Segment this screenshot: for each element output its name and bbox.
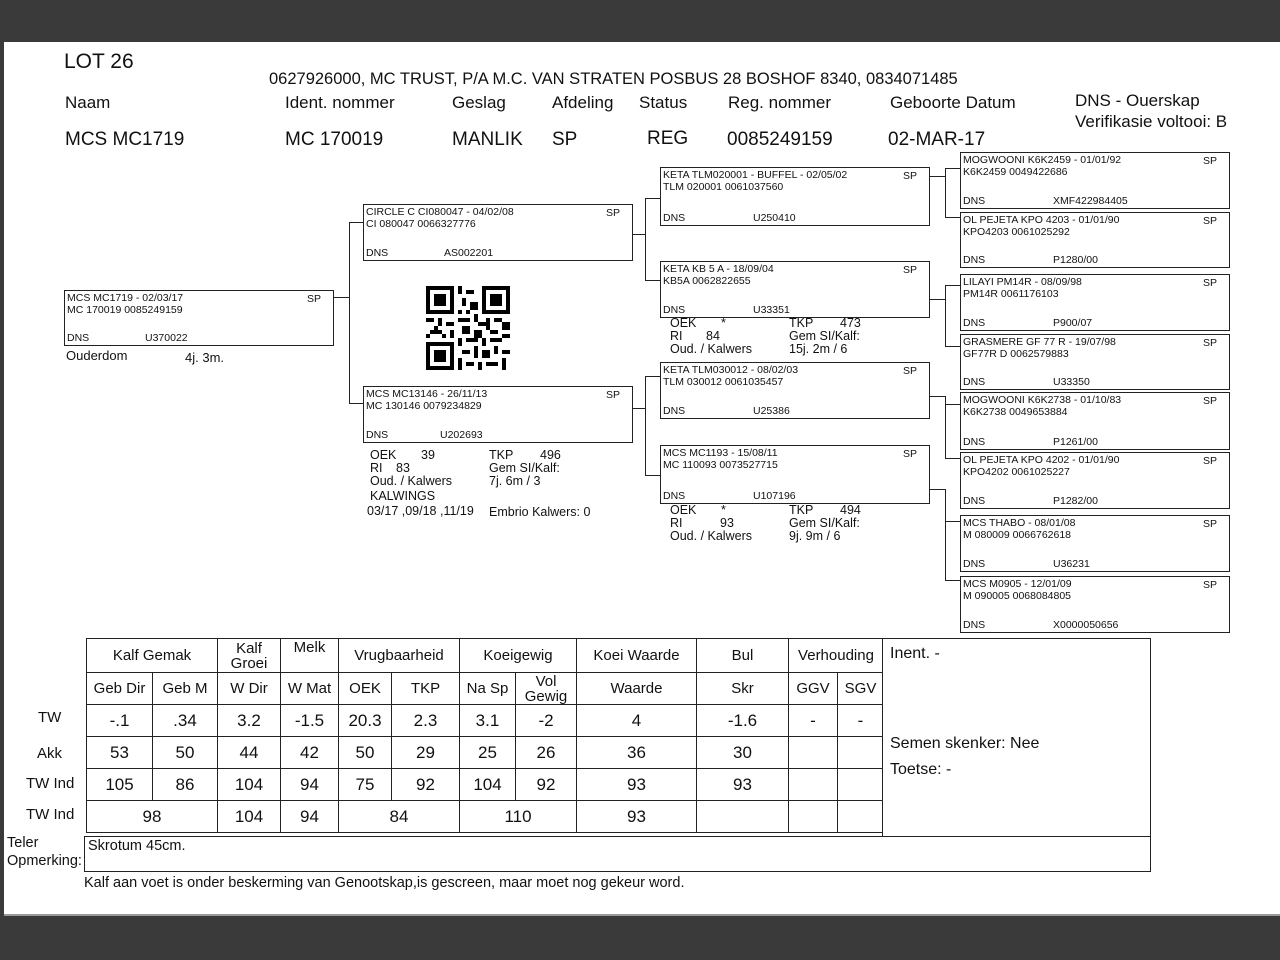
dam-tkp-value: 496 [540,448,561,462]
animal-status: REG [647,128,689,149]
table-cell: 93 [577,801,697,833]
animal-geslag: MANLIK [452,129,523,150]
table-row-twind [87,769,884,801]
teler-label: Teler Opmerking: [7,835,82,869]
header-geboorte: Geboorte Datum [890,93,1016,112]
pedigree-box-self: MCS MC1719 - 02/03/17 MC 170019 0085249159 SP DNS U370022 [64,290,334,346]
table-cell: -.1 [87,705,153,737]
dd-tkp-label: TKP [789,503,814,517]
table-cell: 93 [697,769,789,801]
dam-embrio: Embrio Kalwers: 0 [489,505,591,519]
table-cell: 20.3 [339,705,392,737]
dam-gem-label: Gem SI/Kalf: [489,461,560,475]
dam-oek-label: OEK [370,448,397,462]
pedigree-box-sire: CIRCLE C CI080047 - 04/02/08 CI 080047 0066327776 SP DNS AS002201 [363,204,633,261]
header-ident: Ident. nommer [285,93,395,112]
group-koeigewig: Koeigewig [460,639,577,673]
table-cell: 93 [577,769,697,801]
table-cell: 75 [339,769,392,801]
table-cell: 36 [577,737,697,769]
group-bul: Bul [697,639,789,673]
table-cell: 104 [218,769,281,801]
lot-number: LOT 26 [64,50,134,73]
owner-line: 0627926000, MC TRUST, P/A M.C. VAN STRATEN POSBUS 28 BOSHOF 8340, 0834071485 [269,70,958,88]
table-cell: 50 [153,737,218,769]
dd-oek-value: * [721,503,726,517]
table-cell: 92 [516,769,577,801]
dam-tkp-label: TKP [489,448,514,462]
table-row [87,673,884,705]
sd-oek-label: OEK [670,316,697,330]
group-verhouding: Verhouding [789,639,884,673]
dd-gem-label: Gem SI/Kalf: [789,516,860,530]
sub-header: Waarde [577,673,697,705]
table-cell: 50 [339,737,392,769]
pedigree-box-gg1: MOGWOONI K6K2459 - 01/01/92 K6K2459 0049422686 SP DNS XMF422984405 [960,152,1230,209]
sd-tkp-value: 473 [840,316,861,330]
toetse-text: Toetse: - [890,761,952,778]
table-cell [789,737,838,769]
sub-header: Geb Dir [87,673,153,705]
sd-oud-label: Oud. / Kalwers [670,342,752,356]
animal-ident: MC 170019 [285,129,384,150]
qr-code-icon [424,286,512,370]
table-cell: 110 [460,801,577,833]
group-kalf-groei: Kalf Groei [218,639,281,673]
sub-header: Vol Gewig [516,673,577,705]
sub-header: Na Sp [460,673,516,705]
pedigree-page [4,42,1280,916]
table-cell [789,801,838,833]
sd-oud-value: 15j. 2m / 6 [789,342,848,356]
table-cell [697,801,789,833]
dd-oud-value: 9j. 9m / 6 [789,529,841,543]
group-kalf-gemak: Kalf Gemak [87,639,218,673]
table-cell: 86 [153,769,218,801]
table-cell [838,769,884,801]
pedigree-box-gg6: OL PEJETA KPO 4202 - 01/01/90 KPO4202 0061025227 SP DNS P1282/00 [960,452,1230,509]
table-cell: 53 [87,737,153,769]
row-label-twind-2: TW Ind [26,806,75,823]
table-cell: 104 [218,801,281,833]
table-cell: 3.2 [218,705,281,737]
table-cell: - [789,705,838,737]
header-afdeling: Afdeling [552,93,614,112]
table-row-tw [87,705,884,737]
remark-text: Skrotum 45cm. [88,838,186,854]
table-cell: 26 [516,737,577,769]
header-naam: Naam [65,93,111,112]
table-cell [789,769,838,801]
dd-oek-label: OEK [670,503,697,517]
side-info-panel [882,638,1151,838]
dd-ri-label: RI [670,516,683,530]
header-reg: Reg. nommer [728,93,831,112]
semen-text: Semen skenker: Nee [890,735,1040,752]
table-cell: 98 [87,801,218,833]
table-cell: -1.6 [697,705,789,737]
pedigree-box-dam: MCS MC13146 - 26/11/13 MC 130146 0079234829 SP DNS U202693 [363,386,633,443]
table-cell: 84 [339,801,460,833]
header-status: Status [639,93,688,112]
pedigree-box-dam-dam: MCS MC1193 - 15/08/11 MC 110093 0073527715 SP DNS U107196 [660,445,930,504]
dam-kalwings-value: 03/17 ,09/18 ,11/19 [367,504,474,518]
sub-header: OEK [339,673,392,705]
row-label-tw: TW [38,709,62,726]
sd-gem-label: Gem SI/Kalf: [789,329,860,343]
pedigree-box-gg8: MCS M0905 - 12/01/09 M 090005 0068084805 SP DNS X0000050656 [960,576,1230,633]
table-cell: - [838,705,884,737]
table-cell [838,801,884,833]
animal-afdeling: SP [552,129,578,150]
table-row-akk [87,737,884,769]
dam-kalwings-label: KALWINGS [370,489,436,503]
ouderdom-value: 4j. 3m. [185,350,225,365]
animal-naam: MCS MC1719 [65,129,185,150]
group-koei-waarde: Koei Waarde [577,639,697,673]
table-cell: 44 [218,737,281,769]
top-bar [0,0,1280,42]
dam-oek-value: 39 [421,448,435,462]
pedigree-box-gg3: LILAYI PM14R - 08/09/98 PM14R 0061176103 SP DNS P900/07 [960,274,1230,331]
dd-tkp-value: 494 [840,503,861,517]
sub-header: W Dir [218,673,281,705]
sub-header: GGV [789,673,838,705]
group-vrugbaarheid: Vrugbaarheid [339,639,460,673]
table-cell: 30 [697,737,789,769]
table-cell: 94 [281,801,339,833]
animal-reg: 0085249159 [727,129,833,150]
row-label-twind: TW Ind [26,775,75,792]
remark-box [84,836,1151,872]
dam-oud-value: 7j. 6m / 3 [489,474,541,488]
table-cell: 4 [577,705,697,737]
pedigree-box-gg5: MOGWOONI K6K2738 - 01/10/83 K6K2738 0049653884 SP DNS P1261/00 [960,392,1230,450]
sub-header: TKP [392,673,460,705]
table-cell: 2.3 [392,705,460,737]
dd-ri-value: 93 [720,516,734,530]
pedigree-box-dam-sire: KETA TLM030012 - 08/02/03 TLM 030012 0061035457 SP DNS U25386 [660,362,930,419]
table-cell: 25 [460,737,516,769]
table-cell: 3.1 [460,705,516,737]
sub-header: Geb M [153,673,218,705]
sd-ri-value: 84 [706,329,720,343]
footer-note: Kalf aan voet is onder beskerming van Genootskap,is gescreen, maar moet nog gekeur word. [84,875,685,891]
table-cell: 29 [392,737,460,769]
table-cell: 42 [281,737,339,769]
bottom-bar [0,918,1280,960]
dns-title: DNS - Ouerskap [1075,91,1200,110]
sub-header: W Mat [281,673,339,705]
ouderdom-label: Ouderdom [66,348,128,363]
pedigree-box-gg4: GRASMERE GF 77 R - 19/07/98 GF77R D 0062579883 SP DNS U33350 [960,334,1230,390]
table-cell: 104 [460,769,516,801]
sub-header: SGV [838,673,884,705]
sub-header: Skr [697,673,789,705]
header-geslag: Geslag [452,93,506,112]
table-cell: -2 [516,705,577,737]
animal-geboorte: 02-MAR-17 [888,129,986,150]
inent-text: Inent. - [890,645,940,662]
pedigree-box-sire-dam: KETA KB 5 A - 18/09/04 KB5A 0062822655 SP DNS U33351 [660,261,930,318]
table-cell: 92 [392,769,460,801]
pedigree-box-sire-sire: KETA TLM020001 - BUFFEL - 02/05/02 TLM 020001 0061037560 SP DNS U250410 [660,167,930,226]
dam-oud-label: Oud. / Kalwers [370,474,452,488]
performance-table [86,638,884,833]
dam-ri-label: RI [370,461,383,475]
table-cell: 105 [87,769,153,801]
table-row [87,639,884,673]
table-row-twind-combined [87,801,884,833]
sd-ri-label: RI [670,329,683,343]
group-melk: Melk [281,639,339,673]
table-cell [838,737,884,769]
dd-oud-label: Oud. / Kalwers [670,529,752,543]
row-label-akk: Akk [37,745,63,762]
table-cell: .34 [153,705,218,737]
pedigree-box-gg2: OL PEJETA KPO 4203 - 01/01/90 KPO4203 0061025292 SP DNS P1280/00 [960,212,1230,268]
pedigree-box-gg7: MCS THABO - 08/01/08 M 080009 0066762618 SP DNS U36231 [960,515,1230,572]
dam-ri-value: 83 [396,461,410,475]
sd-oek-value: * [721,316,726,330]
table-cell: 94 [281,769,339,801]
table-cell: -1.5 [281,705,339,737]
verification: Verifikasie voltooi: B [1075,112,1228,131]
sd-tkp-label: TKP [789,316,814,330]
